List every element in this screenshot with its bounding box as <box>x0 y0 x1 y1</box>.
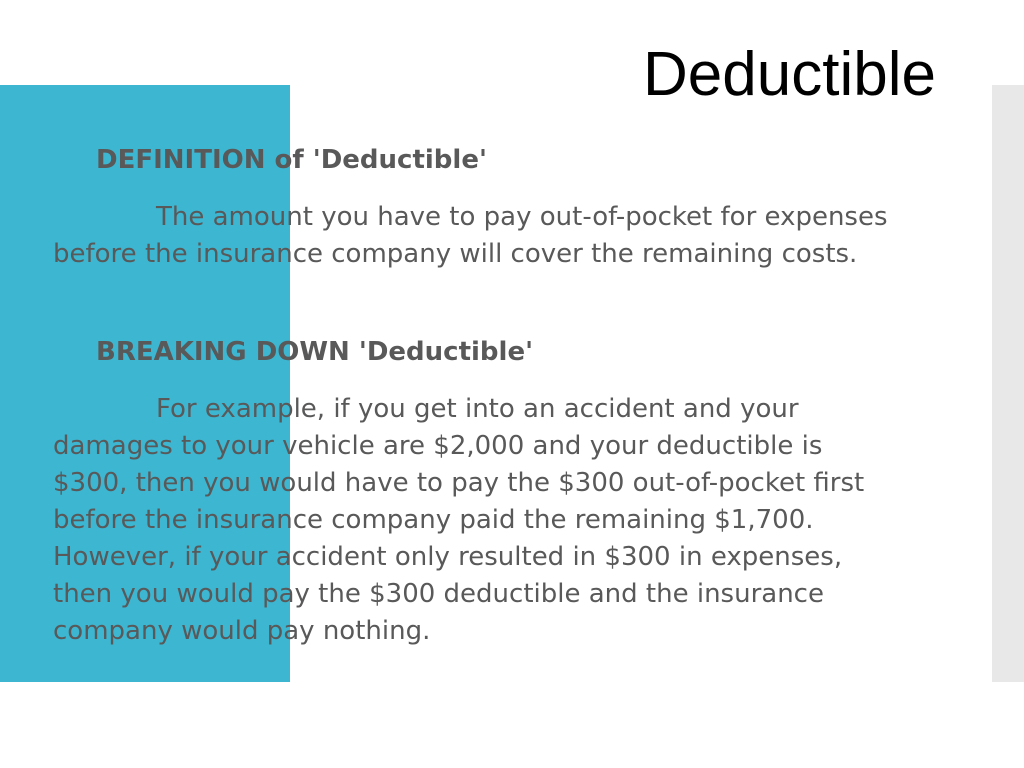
slide-body <box>53 142 893 650</box>
definition-text: The amount you have to pay out-of-pocket for expenses before the insurance company will cover the remaining costs. <box>53 202 888 269</box>
definition-heading: DEFINITION of 'Deductible' <box>96 145 487 175</box>
side-bar <box>992 85 1024 682</box>
breakdown-text: For example, if you get into an accident and your damages to your vehicle are $2,000 and your deductible is $300, then you would have to pay the $300 out-of-pocket first before the insurance company paid the remaining $1,700. However, if your accident only resulted in $300 in expenses, then you would pay the $300 deductible and the insurance company would pay nothing. <box>53 394 865 646</box>
breakdown-heading: BREAKING DOWN 'Deductible' <box>96 337 534 367</box>
slide-title: Deductible <box>643 40 936 109</box>
section-gap <box>53 273 893 334</box>
